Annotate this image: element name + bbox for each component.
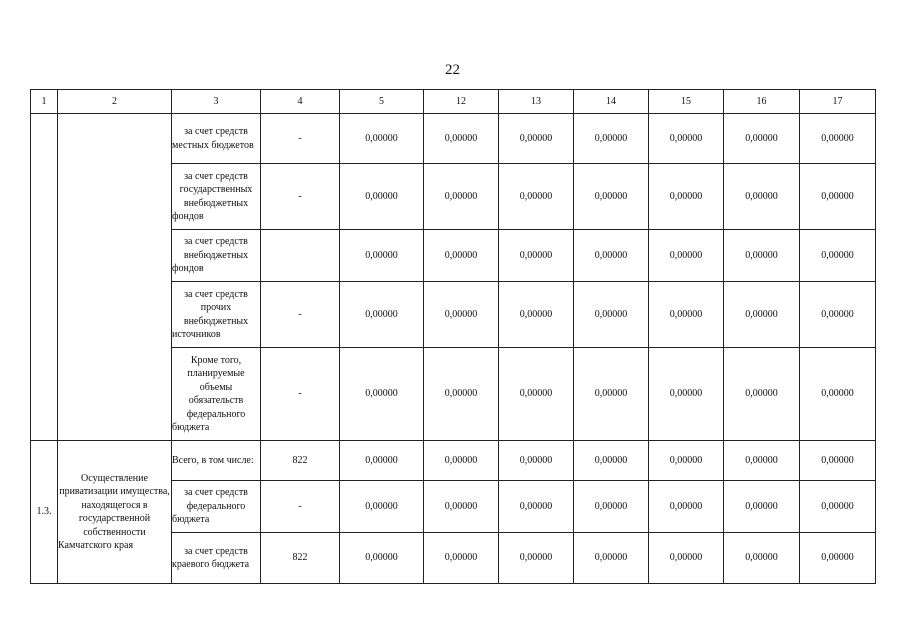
value-cell: 0,00000: [340, 348, 424, 441]
header-cell: 12: [424, 90, 499, 114]
value-cell: 0,00000: [340, 164, 424, 230]
value-cell: 0,00000: [574, 164, 649, 230]
code-cell: -: [261, 348, 340, 441]
value-cell: 0,00000: [649, 230, 724, 282]
value-cell: 0,00000: [574, 348, 649, 441]
code-cell: [261, 230, 340, 282]
value-cell: 0,00000: [499, 164, 574, 230]
value-cell: 0,00000: [499, 230, 574, 282]
value-cell: 0,00000: [649, 164, 724, 230]
value-cell: 0,00000: [340, 114, 424, 164]
code-cell: -: [261, 282, 340, 348]
value-cell: 0,00000: [499, 114, 574, 164]
value-cell: 0,00000: [574, 230, 649, 282]
value-cell: 0,00000: [574, 441, 649, 481]
value-cell: 0,00000: [649, 441, 724, 481]
value-cell: 0,00000: [340, 230, 424, 282]
header-cell: 5: [340, 90, 424, 114]
value-cell: 0,00000: [499, 282, 574, 348]
value-cell: 0,00000: [800, 441, 876, 481]
value-cell: 0,00000: [424, 164, 499, 230]
header-cell: 15: [649, 90, 724, 114]
value-cell: 0,00000: [724, 481, 800, 533]
table-row: [31, 441, 876, 481]
continued-name-cell: [58, 114, 172, 441]
value-cell: 0,00000: [724, 348, 800, 441]
value-cell: 0,00000: [499, 533, 574, 584]
value-cell: 0,00000: [499, 348, 574, 441]
value-cell: 0,00000: [800, 533, 876, 584]
code-cell: -: [261, 114, 340, 164]
value-cell: 0,00000: [724, 441, 800, 481]
value-cell: 0,00000: [424, 282, 499, 348]
section-number: 1.3.: [31, 441, 58, 584]
value-cell: 0,00000: [649, 533, 724, 584]
funding-source-cell: за счет средств внебюджетных фондов: [172, 230, 261, 282]
header-cell: 17: [800, 90, 876, 114]
value-cell: 0,00000: [649, 348, 724, 441]
value-cell: 0,00000: [800, 348, 876, 441]
code-cell: 822: [261, 533, 340, 584]
value-cell: 0,00000: [800, 164, 876, 230]
value-cell: 0,00000: [424, 230, 499, 282]
value-cell: 0,00000: [574, 533, 649, 584]
code-cell: -: [261, 481, 340, 533]
value-cell: 0,00000: [340, 441, 424, 481]
value-cell: 0,00000: [424, 533, 499, 584]
value-cell: 0,00000: [724, 533, 800, 584]
value-cell: 0,00000: [574, 481, 649, 533]
value-cell: 0,00000: [499, 481, 574, 533]
value-cell: 0,00000: [724, 282, 800, 348]
value-cell: 0,00000: [724, 164, 800, 230]
header-cell: 2: [58, 90, 172, 114]
value-cell: 0,00000: [574, 114, 649, 164]
value-cell: 0,00000: [649, 114, 724, 164]
funding-source-cell: Всего, в том числе:: [172, 441, 261, 481]
funding-source-cell: за счет средств государственных внебюджетных фондов: [172, 164, 261, 230]
value-cell: 0,00000: [340, 533, 424, 584]
value-cell: 0,00000: [800, 230, 876, 282]
section-name: Осуществление приватизации имущества, находящегося в государственной собственности Камчатского края: [58, 441, 172, 584]
column-number-row: [31, 90, 876, 114]
funding-source-cell: Кроме того, планируемые объемы обязательств федерального бюджета: [172, 348, 261, 441]
value-cell: 0,00000: [340, 282, 424, 348]
continued-number-cell: [31, 114, 58, 441]
value-cell: 0,00000: [424, 114, 499, 164]
value-cell: 0,00000: [574, 282, 649, 348]
funding-source-cell: за счет средств краевого бюджета: [172, 533, 261, 584]
value-cell: 0,00000: [724, 114, 800, 164]
value-cell: 0,00000: [424, 481, 499, 533]
header-cell: 13: [499, 90, 574, 114]
value-cell: 0,00000: [340, 481, 424, 533]
value-cell: 0,00000: [800, 481, 876, 533]
page-number: 22: [445, 62, 460, 78]
code-cell: 822: [261, 441, 340, 481]
funding-source-cell: за счет средств федерального бюджета: [172, 481, 261, 533]
funding-source-cell: за счет средств местных бюджетов: [172, 114, 261, 164]
value-cell: 0,00000: [724, 230, 800, 282]
table-row: [31, 114, 876, 164]
value-cell: 0,00000: [649, 282, 724, 348]
value-cell: 0,00000: [499, 441, 574, 481]
header-cell: 14: [574, 90, 649, 114]
funding-source-cell: за счет средств прочих внебюджетных источников: [172, 282, 261, 348]
budget-table: [30, 89, 876, 584]
header-cell: 1: [31, 90, 58, 114]
header-cell: 4: [261, 90, 340, 114]
header-cell: 16: [724, 90, 800, 114]
value-cell: 0,00000: [800, 114, 876, 164]
value-cell: 0,00000: [800, 282, 876, 348]
header-cell: 3: [172, 90, 261, 114]
value-cell: 0,00000: [424, 441, 499, 481]
value-cell: 0,00000: [649, 481, 724, 533]
code-cell: -: [261, 164, 340, 230]
value-cell: 0,00000: [424, 348, 499, 441]
